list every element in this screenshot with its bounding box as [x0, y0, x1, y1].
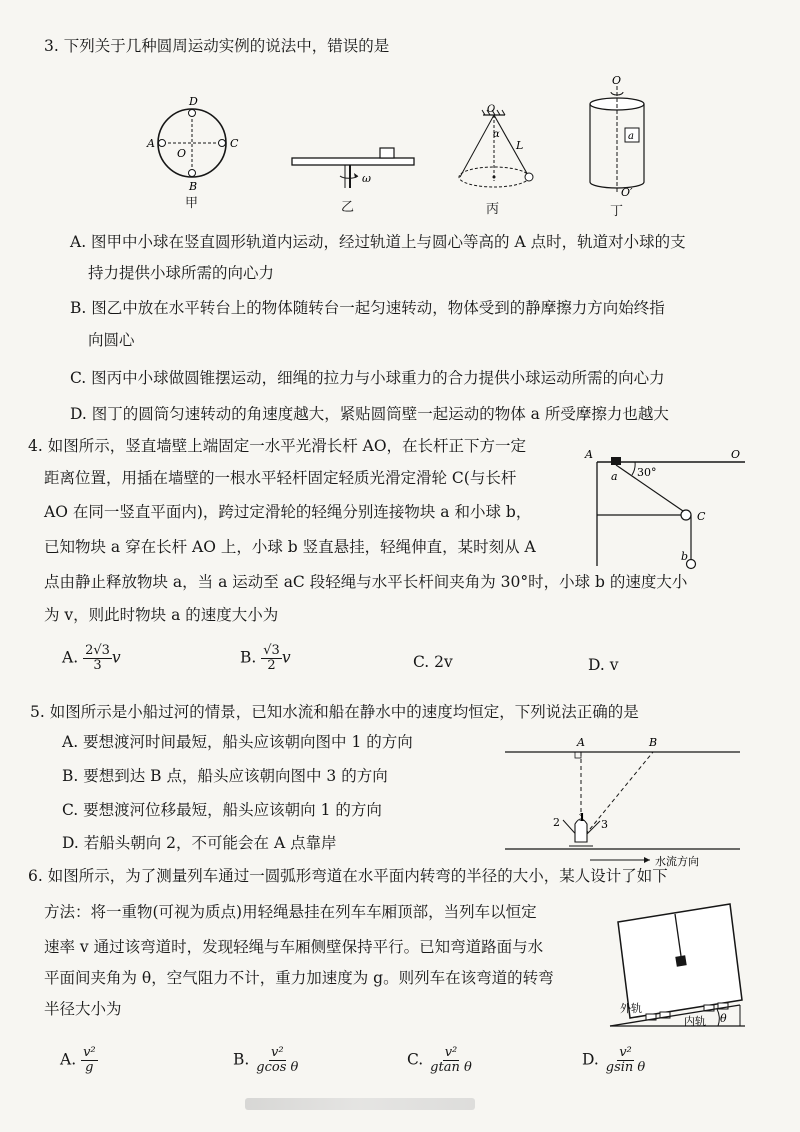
- q3-figure-bing: [455, 105, 545, 205]
- label-omega: ω: [362, 172, 371, 185]
- label-O-bing: O: [487, 104, 496, 115]
- q3-figure-jia: [147, 95, 240, 205]
- label-A-q5: A: [577, 736, 585, 749]
- q4-option-C: C. 2v: [413, 653, 453, 671]
- q4-option-D: D. v: [588, 656, 619, 674]
- q6-stem-line4: 平面间夹角为 θ，空气阻力不计，重力加速度为 g。则列车在该弯道的转弯: [44, 969, 554, 987]
- q6-option-A-prefix: A.: [60, 1050, 77, 1069]
- q6-option-B-fraction: [254, 1046, 300, 1075]
- q6-stem-line3: 速率 v 通过该弯道时，发现轻绳与车厢侧壁保持平行。已知弯道路面与水: [44, 938, 544, 956]
- q6-option-A-denominator: g: [85, 1060, 94, 1075]
- q4-option-B-prefix: B.: [240, 648, 257, 667]
- label-C-q4: C: [697, 510, 706, 523]
- q6-option-C: [407, 1046, 474, 1075]
- q6-stem-line1: 6. 如图所示，为了测量列车通过一圆弧形弯道在水平面内转弯的半径的大小，某人设计了如下: [28, 867, 668, 885]
- page-footer-smudge: [245, 1098, 475, 1110]
- label-L: L: [516, 139, 524, 152]
- q4-option-A-prefix: A.: [62, 648, 79, 667]
- q6-option-B-prefix: B.: [233, 1050, 250, 1069]
- label-O: O: [177, 147, 187, 160]
- q6-option-C-prefix: C.: [407, 1050, 424, 1069]
- q5-option-A: A. 要想渡河时间最短，船头应该朝向图中 1 的方向: [62, 733, 413, 751]
- q6-option-B-numerator: v²: [271, 1045, 284, 1060]
- q6-stem-line2: 方法：将一重物(可视为质点)用轻绳悬挂在列车车厢顶部，当列车以恒定: [44, 903, 537, 921]
- label-flow-q5: 水流方向: [655, 855, 699, 868]
- q6-option-A-fraction: [81, 1046, 98, 1075]
- q3-option-D: D. 图丁的圆筒匀速转动的角速度越大，紧贴圆筒壁一起运动的物体 a 所受摩擦力也越大: [70, 405, 669, 423]
- q4-stem-line4: 已知物块 a 穿在长杆 AO 上，小球 b 竖直悬挂，轻绳伸直，某时刻从 A: [44, 538, 536, 556]
- q6-option-D-prefix: D.: [582, 1050, 599, 1069]
- q4-stem-line2: 距离位置，用插在墙壁的一根水平轻杆固定轻质光滑定滑轮 C(与长杆: [44, 469, 517, 487]
- label-inner-rail: 内轨: [684, 1015, 706, 1028]
- label-O-bottom: O′: [621, 186, 633, 199]
- q3-option-B-line1: B. 图乙中放在水平转台上的物体随转台一起匀速转动，物体受到的静摩擦力方向始终指: [70, 299, 665, 317]
- q3-option-A-line1: A. 图甲中小球在竖直圆形轨道内运动，经过轨道上与圆心等高的 A 点时，轨道对小球的支: [70, 233, 686, 251]
- q5-stem: 5. 如图所示是小船过河的情景，已知水流和船在静水中的速度均恒定，下列说法正确的是: [30, 703, 639, 721]
- q5-option-B: B. 要想到达 B 点，船头应该朝向图中 3 的方向: [62, 767, 388, 785]
- q4-stem-line6: 为 v，则此时物块 a 的速度大小为: [44, 606, 279, 624]
- label-alpha: α: [493, 129, 500, 140]
- q3-stem: 3. 下列关于几种圆周运动实例的说法中，错误的是: [44, 37, 390, 55]
- q3-figure-ding: [585, 74, 655, 205]
- q6-figure: [600, 904, 750, 1034]
- caption-ding: 丁: [610, 204, 624, 219]
- q6-option-D-numerator: v²: [619, 1045, 632, 1060]
- label-1-q5: 1: [578, 811, 586, 824]
- label-b-q4: b: [681, 550, 689, 563]
- q4-stem-line3: AO 在同一竖直平面内)，跨过定滑轮的轻绳分别连接物块 a 和小球 b，: [44, 503, 532, 521]
- label-outer-rail: 外轨: [620, 1002, 642, 1015]
- q4-option-B-denominator: 2: [267, 658, 276, 673]
- q4-option-A-fraction: [83, 644, 112, 673]
- label-O-q4: O: [731, 448, 741, 461]
- q3-option-B-line2: 向圆心: [88, 331, 135, 349]
- caption-bing: 丙: [486, 202, 500, 217]
- q4-option-B-suffix: v: [281, 648, 291, 667]
- q6-option-D: [582, 1046, 647, 1075]
- q6-option-D-denominator: gsin θ: [605, 1060, 646, 1075]
- q3-figure-yi: [292, 140, 422, 200]
- q6-option-D-fraction: [604, 1046, 647, 1075]
- label-A-q4: A: [585, 448, 593, 461]
- q6-option-B: [233, 1046, 300, 1075]
- q4-option-B: [240, 644, 291, 673]
- label-A: A: [147, 137, 155, 150]
- q6-stem-line5: 半径大小为: [44, 1000, 122, 1018]
- q6-option-A-numerator: v²: [83, 1045, 96, 1060]
- q4-option-B-numerator: √3: [263, 643, 280, 658]
- label-B-q5: B: [649, 736, 658, 749]
- q6-option-C-numerator: v²: [444, 1045, 458, 1060]
- q6-option-B-denominator: gcos θ: [256, 1060, 299, 1075]
- q6-option-A: [60, 1046, 98, 1075]
- q4-option-A-suffix: v: [111, 648, 121, 667]
- q3-option-C: C. 图丙中小球做圆锥摆运动，细绳的拉力与小球重力的合力提供小球运动所需的向心力: [70, 369, 665, 387]
- q4-stem-line5: 点由静止释放物块 a，当 a 运动至 aC 段轻绳与水平长杆间夹角为 30°时，小球 b 的速度大小: [44, 573, 688, 591]
- q6-option-C-denominator: gtan θ: [430, 1060, 472, 1075]
- label-2-q5: 2: [553, 816, 560, 829]
- label-C: C: [230, 137, 239, 150]
- label-theta: θ: [720, 1012, 727, 1025]
- label-O-top: O: [612, 74, 622, 87]
- caption-yi: 乙: [341, 200, 355, 215]
- label-D: D: [189, 95, 198, 108]
- label-angle-q4: 30°: [637, 466, 657, 479]
- q5-option-C: C. 要想渡河位移最短，船头应该朝向 1 的方向: [62, 801, 382, 819]
- q4-option-B-fraction: [261, 644, 282, 673]
- label-a-q4: a: [611, 470, 618, 483]
- q5-figure: [505, 734, 745, 869]
- q4-figure: [585, 444, 755, 574]
- label-3-q5: 3: [601, 818, 608, 831]
- q4-option-A-denominator: 3: [93, 658, 102, 673]
- q4-option-A-numerator: 2√3: [85, 643, 110, 658]
- caption-jia: 甲: [185, 196, 199, 211]
- q6-option-C-fraction: [428, 1046, 474, 1075]
- q5-option-D: D. 若船头朝向 2，不可能会在 A 点靠岸: [62, 834, 337, 852]
- q4-stem-line1: 4. 如图所示，竖直墙壁上端固定一水平光滑长杆 AO，在长杆正下方一定: [28, 437, 527, 455]
- label-a-ding: a: [628, 131, 634, 142]
- q4-option-A: [62, 644, 121, 673]
- q3-option-A-line2: 持力提供小球所需的向心力: [88, 264, 275, 282]
- label-B: B: [189, 180, 198, 193]
